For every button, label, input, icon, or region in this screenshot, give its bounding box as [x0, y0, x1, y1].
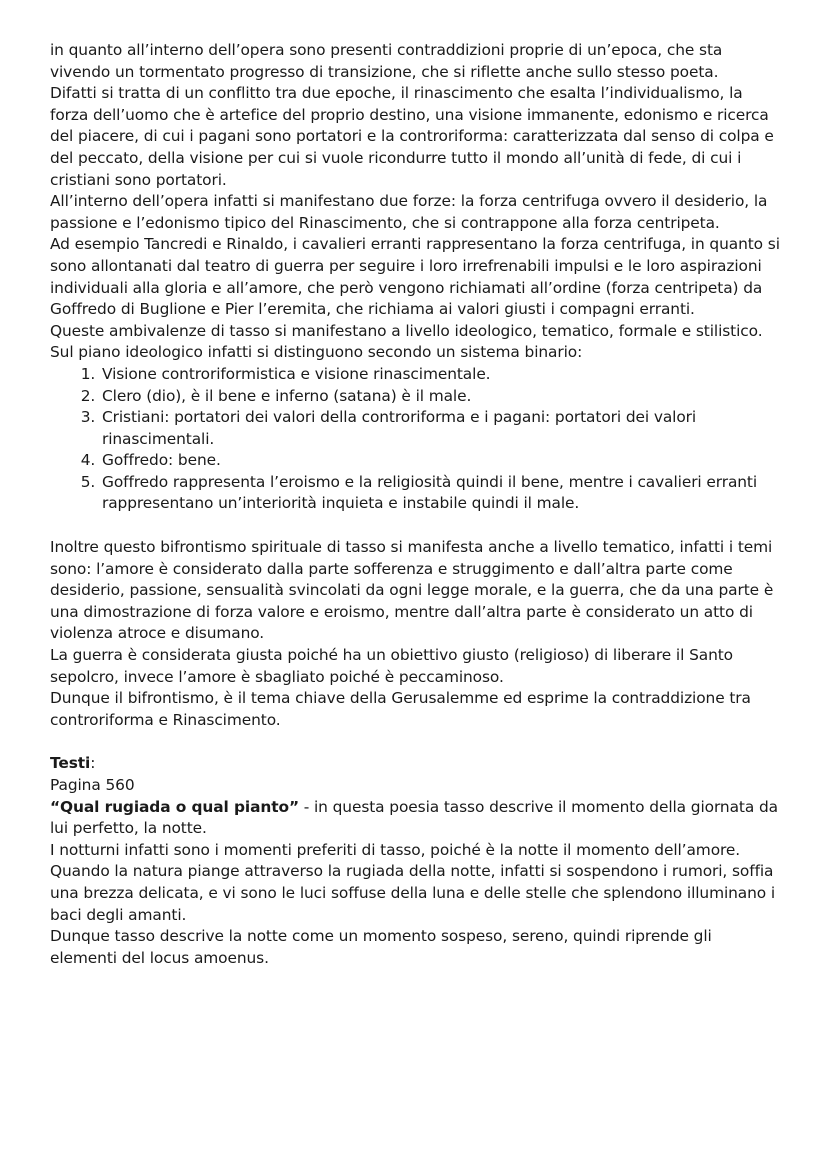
paragraph: Ad esempio Tancredi e Rinaldo, i cavalieri erranti rappresentano la forza centrifuga, in quanto si sono allontanati dal teatro di guerra per seguire i loro irrefrenabili impulsi e le loro aspirazioni individuali alla gloria e all’amore, che però vengono richiamati all’ordine (forza centripeta) da Goffredo di Buglione e Pier l’eremita, che richiama ai valori giusti i compagni erranti. [50, 235, 780, 319]
document-page [50, 40, 780, 969]
list-item: 2. Clero (dio), è il bene e inferno (satana) è il male. [100, 386, 780, 408]
list-item: 5. Goffredo rappresenta l’eroismo e la religiosità quindi il bene, mentre i cavalieri erranti rappresentano un’interiorità inquieta e instabile quindi il male. [100, 472, 780, 515]
paragraph: All’interno dell’opera infatti si manifestano due forze: la forza centrifuga ovvero il desiderio, la passione e l’edonismo tipico del Rinascimento, che si contrappone alla forza centripeta. [50, 192, 768, 232]
page-reference: Pagina 560 [50, 776, 135, 794]
poem-title: “Qual rugiada o qual pianto” [50, 797, 299, 816]
testi-colon: : [90, 754, 96, 773]
testi-heading [50, 753, 780, 775]
paragraph: La guerra è considerata giusta poiché ha un obiettivo giusto (religioso) di liberare il Santo sepolcro, invece l’amore è sbagliato poiché è peccaminoso. [50, 646, 733, 686]
paragraph: Dunque tasso descrive la notte come un momento sospeso, sereno, quindi riprende gli elementi del locus amoenus. [50, 927, 712, 967]
poem-intro [50, 797, 780, 840]
paragraph: Inoltre questo bifrontismo spirituale di tasso si manifesta anche a livello tematico, infatti i temi sono: l’amore è considerato dalla parte sofferenza e struggimento e dall’altra parte come desiderio, passione, sensualità svincolati da ogni legge morale, e la guerra, che da una parte è una dimostrazione di forza valore e eroismo, mentre dall’altra parte è considerato un atto di violenza atroce e disumano. [50, 538, 774, 643]
paragraph: Queste ambivalenze di tasso si manifestano a livello ideologico, tematico, formale e stilistico. [50, 321, 763, 340]
list-item: 1. Visione controriformistica e visione rinascimentale. [100, 364, 780, 386]
list-item: 3. Cristiani: portatori dei valori della controriforma e i pagani: portatori dei valori rinascimentali. [100, 407, 780, 450]
binary-list [50, 364, 780, 515]
testi-label: Testi [50, 754, 91, 773]
paragraph: in quanto all’interno dell’opera sono presenti contraddizioni proprie di un’epoca, che sta vivendo un tormentato progresso di transizione, che si riflette anche sullo stesso poeta. [50, 41, 723, 81]
list-item: 4. Goffredo: bene. [100, 450, 780, 472]
paragraph: Difatti si tratta di un conflitto tra due epoche, il rinascimento che esalta l’individualismo, la forza dell’uomo che è artefice del proprio destino, una visione immanente, edonismo e ricerca del piacere, di cui i pagani sono portatori e la controriforma: caratterizzata dal senso di colpa e del peccato, della visione per cui si vuole ricondurre tutto il mondo all’unità di fede, di cui i cristiani sono portatori. [50, 84, 774, 189]
spacer [50, 731, 780, 753]
spacer [50, 515, 780, 537]
paragraph: Dunque il bifrontismo, è il tema chiave della Gerusalemme ed esprime la contraddizione tra controriforma e Rinascimento. [50, 689, 751, 729]
poem-description: - in questa poesia tasso descrive il momento della giornata da lui perfetto, la notte. [50, 797, 778, 838]
paragraph: Sul piano ideologico infatti si distinguono secondo un sistema binario: [50, 343, 583, 362]
paragraph: Quando la natura piange attraverso la rugiada della notte, infatti si sospendono i rumori, soffia una brezza delicata, e vi sono le luci soffuse della luna e delle stelle che splendono illuminano i baci degli amanti. [50, 862, 776, 924]
paragraph: I notturni infatti sono i momenti preferiti di tasso, poiché è la notte il momento dell’amore. [50, 840, 741, 859]
